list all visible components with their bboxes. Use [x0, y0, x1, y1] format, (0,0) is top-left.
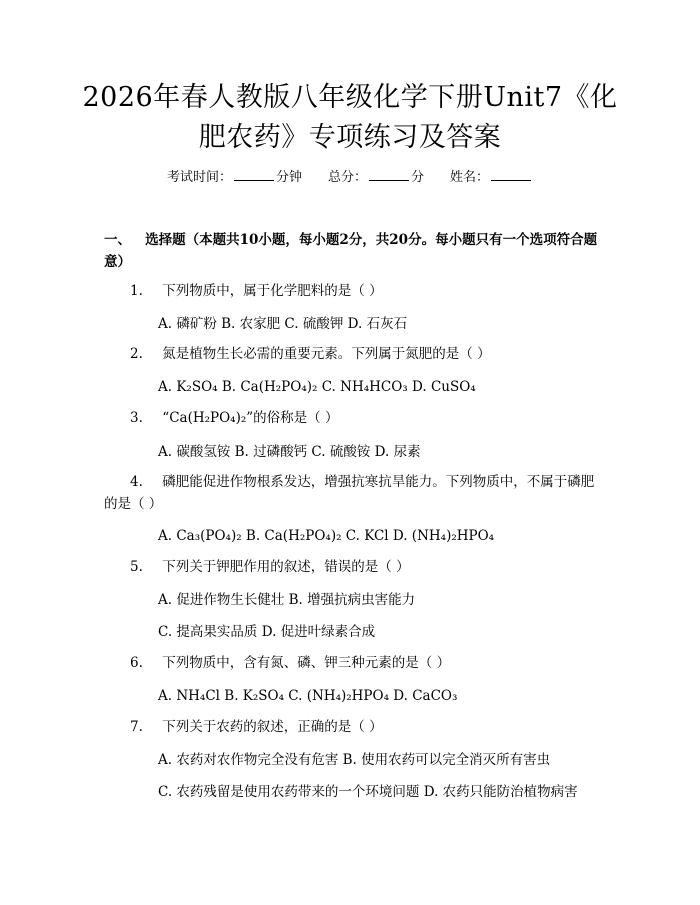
question-options: A. 农药对农作物完全没有危害 B. 使用农药可以完全消灭所有害虫 [158, 752, 551, 768]
section-heading [104, 229, 599, 273]
score-label: 总分： [327, 170, 367, 185]
question-options: C. 提高果实品质 D. 促进叶绿素合成 [158, 624, 376, 640]
question-options: C. 农药残留是使用农药带来的一个环境问题 D. 农药只能防治植物病害 [158, 784, 578, 800]
question-stem [104, 343, 604, 365]
question-stem [104, 407, 604, 429]
name-label: 姓名： [450, 170, 490, 185]
document-title: 2026年春人教版八年级化学下册Unit7《化肥农药》专项练习及答案 [82, 82, 618, 153]
exam-info-line [0, 168, 700, 188]
name-blank [491, 168, 531, 181]
question-number: 5. [130, 559, 143, 575]
question-text: 下列关于钾肥作用的叙述，错误的是（ ） [158, 559, 410, 575]
question-number: 4. [130, 474, 143, 490]
question-stem [104, 652, 604, 674]
question-options: A. Ca₃(PO₄)₂ B. Ca(H₂PO₄)₂ C. KCl D. (NH₄)₂HPO₄ [158, 528, 495, 544]
question-text: 下列物质中，含有氮、磷、钾三种元素的是（ ） [158, 655, 451, 671]
section-number: 一、 [104, 232, 131, 248]
score-unit: 分 [411, 170, 425, 185]
question-number: 2. [130, 346, 143, 362]
question-options: A. NH₄Cl B. K₂SO₄ C. (NH₄)₂HPO₄ D. CaCO₃ [158, 688, 458, 704]
question-options: A. 碳酸氢铵 B. 过磷酸钙 C. 硫酸铵 D. 尿素 [158, 444, 421, 460]
question-number: 1. [130, 283, 143, 299]
question-stem [104, 280, 604, 302]
time-blank [234, 168, 274, 181]
question-number: 7. [130, 719, 143, 735]
question-text: 氮是植物生长必需的重要元素。下列属于氮肥的是（ ） [158, 346, 491, 362]
question-text: 下列物质中，属于化学肥料的是（ ） [158, 283, 383, 299]
question-text: 下列关于农药的叙述，正确的是（ ） [158, 719, 383, 735]
question-stem [104, 556, 604, 578]
section-text: 选择题（本题共10小题，每小题2分，共20分。每小题只有一个选项符合题意） [104, 232, 598, 270]
time-unit: 分钟 [275, 170, 302, 185]
question-stem [104, 471, 604, 515]
score-blank [369, 168, 409, 181]
question-text: 磷肥能促进作物根系发达，增强抗寒抗旱能力。下列物质中，不属于磷肥的是（ ） [104, 474, 595, 512]
question-text: “Ca(H₂PO₄)₂”的俗称是（ ） [158, 410, 339, 426]
time-label: 考试时间： [166, 170, 232, 185]
question-number: 6. [130, 655, 143, 671]
question-options: A. 磷矿粉 B. 农家肥 C. 硫酸钾 D. 石灰石 [158, 316, 408, 332]
question-options: A. 促进作物生长健壮 B. 增强抗病虫害能力 [158, 592, 416, 608]
question-options: A. K₂SO₄ B. Ca(H₂PO₄)₂ C. NH₄HCO₃ D. CuSO₄ [158, 379, 476, 395]
question-number: 3. [130, 410, 143, 426]
question-stem [104, 716, 604, 738]
